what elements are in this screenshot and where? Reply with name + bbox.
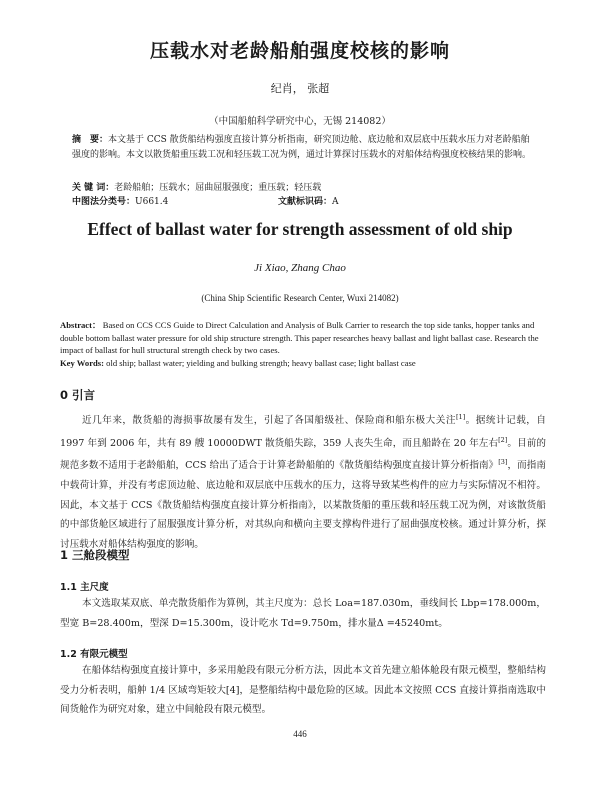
english-abstract-label: Abstract： — [60, 320, 101, 330]
chinese-title: 压载水对老龄船舶强度校核的影响 — [149, 40, 450, 62]
chinese-keywords — [72, 181, 537, 196]
document-code-value: A — [332, 197, 339, 207]
english-keywords — [60, 357, 546, 370]
page-number: 446 — [293, 729, 307, 739]
intro-text-part-1: 近几年来，散货船的海损事故屡有发生，引起了各国船级社、保险商和船东极大关注 — [82, 415, 456, 427]
chinese-abstract-label: 摘 要： — [72, 135, 109, 145]
introduction-paragraph — [60, 408, 546, 554]
chinese-authors: 纪肖， 张超 — [270, 82, 330, 95]
citation-ref-3: [3] — [498, 458, 508, 467]
intro-text-part-4: ，而指南中载荷计算，并没有考虑顶边舱、底边舱和双层底中压载水的压力，这将导致某些构件的应力与实际情况不相符。因此，本文基于 CCS《散货船结构强度直接计算分析指南》，以某散货船的重压载和轻压载工况为例，对该散货船的中部货舱区域进行了屈服强度计算分析，对其纵向和横向主要支撑构件进行了屈曲强度校核。通过计算分析，探讨压载水对船体结构强度的影响。 — [60, 460, 546, 550]
citation-ref-1: [1] — [455, 413, 466, 421]
chinese-affiliation: （中国船舶科学研究中心，无锡 214082） — [209, 116, 391, 127]
english-keywords-text: old ship; ballast water; yielding and bulking strength; heavy ballast case; light ballast case — [106, 358, 416, 368]
clc-label: 中图法分类号： — [72, 197, 136, 207]
fem-model-paragraph: 在船体结构强度直接计算中，多采用舱段有限元分析方法，因此本文首先建立船体舱段有限元模型，整船结构受力分析表明，船舯 1/4 区域弯矩较大[4]，是整船结构中最危险的区域。因此本文按照 CCS 直接计算指南选取中间货舱作为研究对象，建立中间舱段有限元模型。 — [60, 665, 546, 715]
english-title: Effect of ballast water for strength assessment of old ship — [87, 219, 513, 239]
chinese-abstract — [72, 133, 537, 163]
chinese-abstract-text: 本文基于 CCS 散货船结构强度直接计算分析指南，研究顶边舱、底边舱和双层底中压载水压力对老龄船舶强度的影响。本文以散货船重压载工况和轻压载工况为例，通过计算探讨压载水的对船体结构强度校核结果的影响。 — [72, 135, 532, 160]
chinese-keywords-text: 老龄船舶；压载水；屈曲屈服强度；重压载；轻压载 — [114, 183, 322, 193]
intro-text-part-2: 。据统计记载，自 1997 年到 2006 年，共有 89 艘 10000DWT 散货船失踪，359 人丧失生命，而且船龄在 20 年左右 — [60, 415, 547, 449]
english-abstract — [60, 319, 546, 357]
clc-number — [72, 195, 168, 210]
citation-ref-2: [2] — [498, 435, 508, 444]
english-abstract-text: Based on CCS CCS Guide to Direct Calculation and Analysis of Bulk Carrier to research the top side tanks, hopper tanks and double bottom ballast water pressure for old ship structure strength. This paper researches heavy ballast and light ballast case. Research the impact of ballast for hull structural strength check by two cases. — [60, 320, 539, 356]
clc-value: U661.4 — [135, 197, 169, 207]
document-code-label: 文献标识码： — [278, 197, 333, 207]
english-keywords-label: Key Words: — [60, 358, 105, 368]
section-heading-introduction: 0 引言 — [60, 388, 96, 402]
document-code — [278, 195, 339, 210]
english-authors: Ji Xiao, Zhang Chao — [254, 262, 346, 274]
chinese-keywords-label: 关 键 词： — [72, 183, 115, 193]
subsection-heading-fem-model: 1.2 有限元模型 — [60, 649, 128, 660]
intro-text-part-3: 。目前的规范多数不适用于老龄船舶，CCS 给出了适合于计算老龄船舶的《散货船结构强度直接计算分析指南》 — [60, 437, 546, 472]
english-affiliation: (China Ship Scientific Research Center, Wuxi 214082) — [201, 293, 399, 303]
main-dimensions-paragraph: 本文选取某双底、单壳散货船作为算例，其主尺度为：总长 Loa=187.030m，垂线间长 Lbp=178.000m，型宽 B=28.400m，型深 D=15.300m，设计吃水 Td=9.750m，排水量Δ =45240mt。 — [60, 598, 546, 629]
section-heading-three-hold-model: 1 三舱段模型 — [60, 548, 130, 562]
subsection-heading-main-dimensions: 1.1 主尺度 — [60, 582, 109, 593]
